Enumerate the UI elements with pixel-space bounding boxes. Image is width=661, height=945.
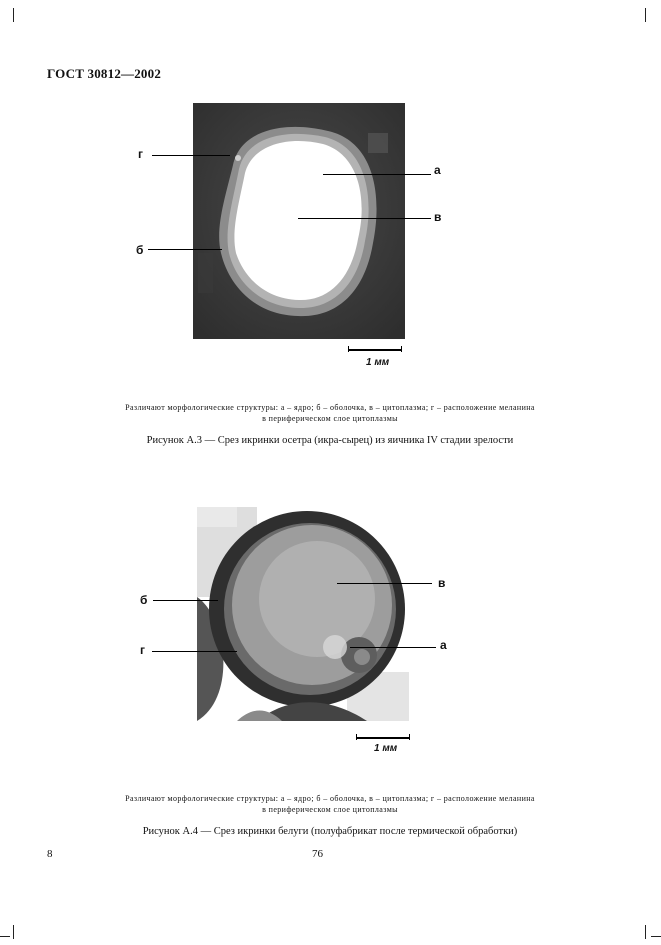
- figure-2-label-a: а: [440, 638, 447, 652]
- scale-bar: [356, 737, 410, 739]
- figure-1-caption: Рисунок А.3 — Срез икринки осетра (икра-сырец) из яичника IV стадии зрелости: [146, 435, 514, 446]
- figure-2-label-g: г: [140, 643, 145, 657]
- document-header: ГОСТ 30812—2002: [47, 66, 162, 81]
- leader-line: [350, 647, 436, 648]
- crop-mark: [645, 8, 646, 22]
- scale-bar-tick: [348, 346, 349, 352]
- scale-bar-tick: [409, 734, 410, 740]
- leader-line: [148, 249, 222, 250]
- figure-1-scale-label: 1 мм: [366, 357, 390, 368]
- figure-1-note-line-2: в периферическом слое цитоплазмы: [262, 414, 398, 423]
- leader-line: [337, 583, 432, 584]
- scale-bar-tick: [401, 346, 402, 352]
- leader-line: [152, 651, 237, 652]
- figure-2-scale-label: 1 мм: [374, 743, 398, 754]
- crop-mark: [645, 925, 646, 939]
- figure-2-caption: Рисунок А.4 — Срез икринки белуги (полуфабрикат после термической обработки): [142, 826, 518, 837]
- figure-1-label-b: б: [136, 243, 144, 257]
- leader-line: [298, 218, 431, 219]
- page-number-center: 76: [312, 848, 323, 860]
- figure-1-label-g: г: [138, 147, 143, 161]
- scale-bar-tick: [356, 734, 357, 740]
- crop-mark: [651, 936, 661, 937]
- figure-1-micrograph: [193, 103, 405, 339]
- figure-2-note-line-2: в периферическом слое цитоплазмы: [262, 805, 398, 814]
- crop-mark: [0, 936, 10, 937]
- scale-bar: [348, 349, 402, 351]
- figure-2-label-v: в: [438, 576, 446, 590]
- crop-mark: [13, 8, 14, 22]
- crop-mark: [13, 925, 14, 939]
- figure-1-label-a: а: [434, 163, 441, 177]
- page-number-left: 8: [47, 848, 53, 860]
- leader-line: [152, 155, 230, 156]
- figure-2-micrograph: [197, 507, 409, 721]
- leader-line: [153, 600, 218, 601]
- leader-line: [323, 174, 431, 175]
- figure-2-label-b: б: [140, 593, 148, 607]
- figure-1-label-v: в: [434, 210, 442, 224]
- figure-2-note-line-1: Различают морфологические структуры: а – ядро; б – оболочка, в – цитоплазма; г – расположение меланина: [125, 794, 535, 803]
- figure-1-note-line-1: Различают морфологические структуры: а – ядро; б – оболочка, в – цитоплазма; г – расположение меланина: [125, 403, 535, 412]
